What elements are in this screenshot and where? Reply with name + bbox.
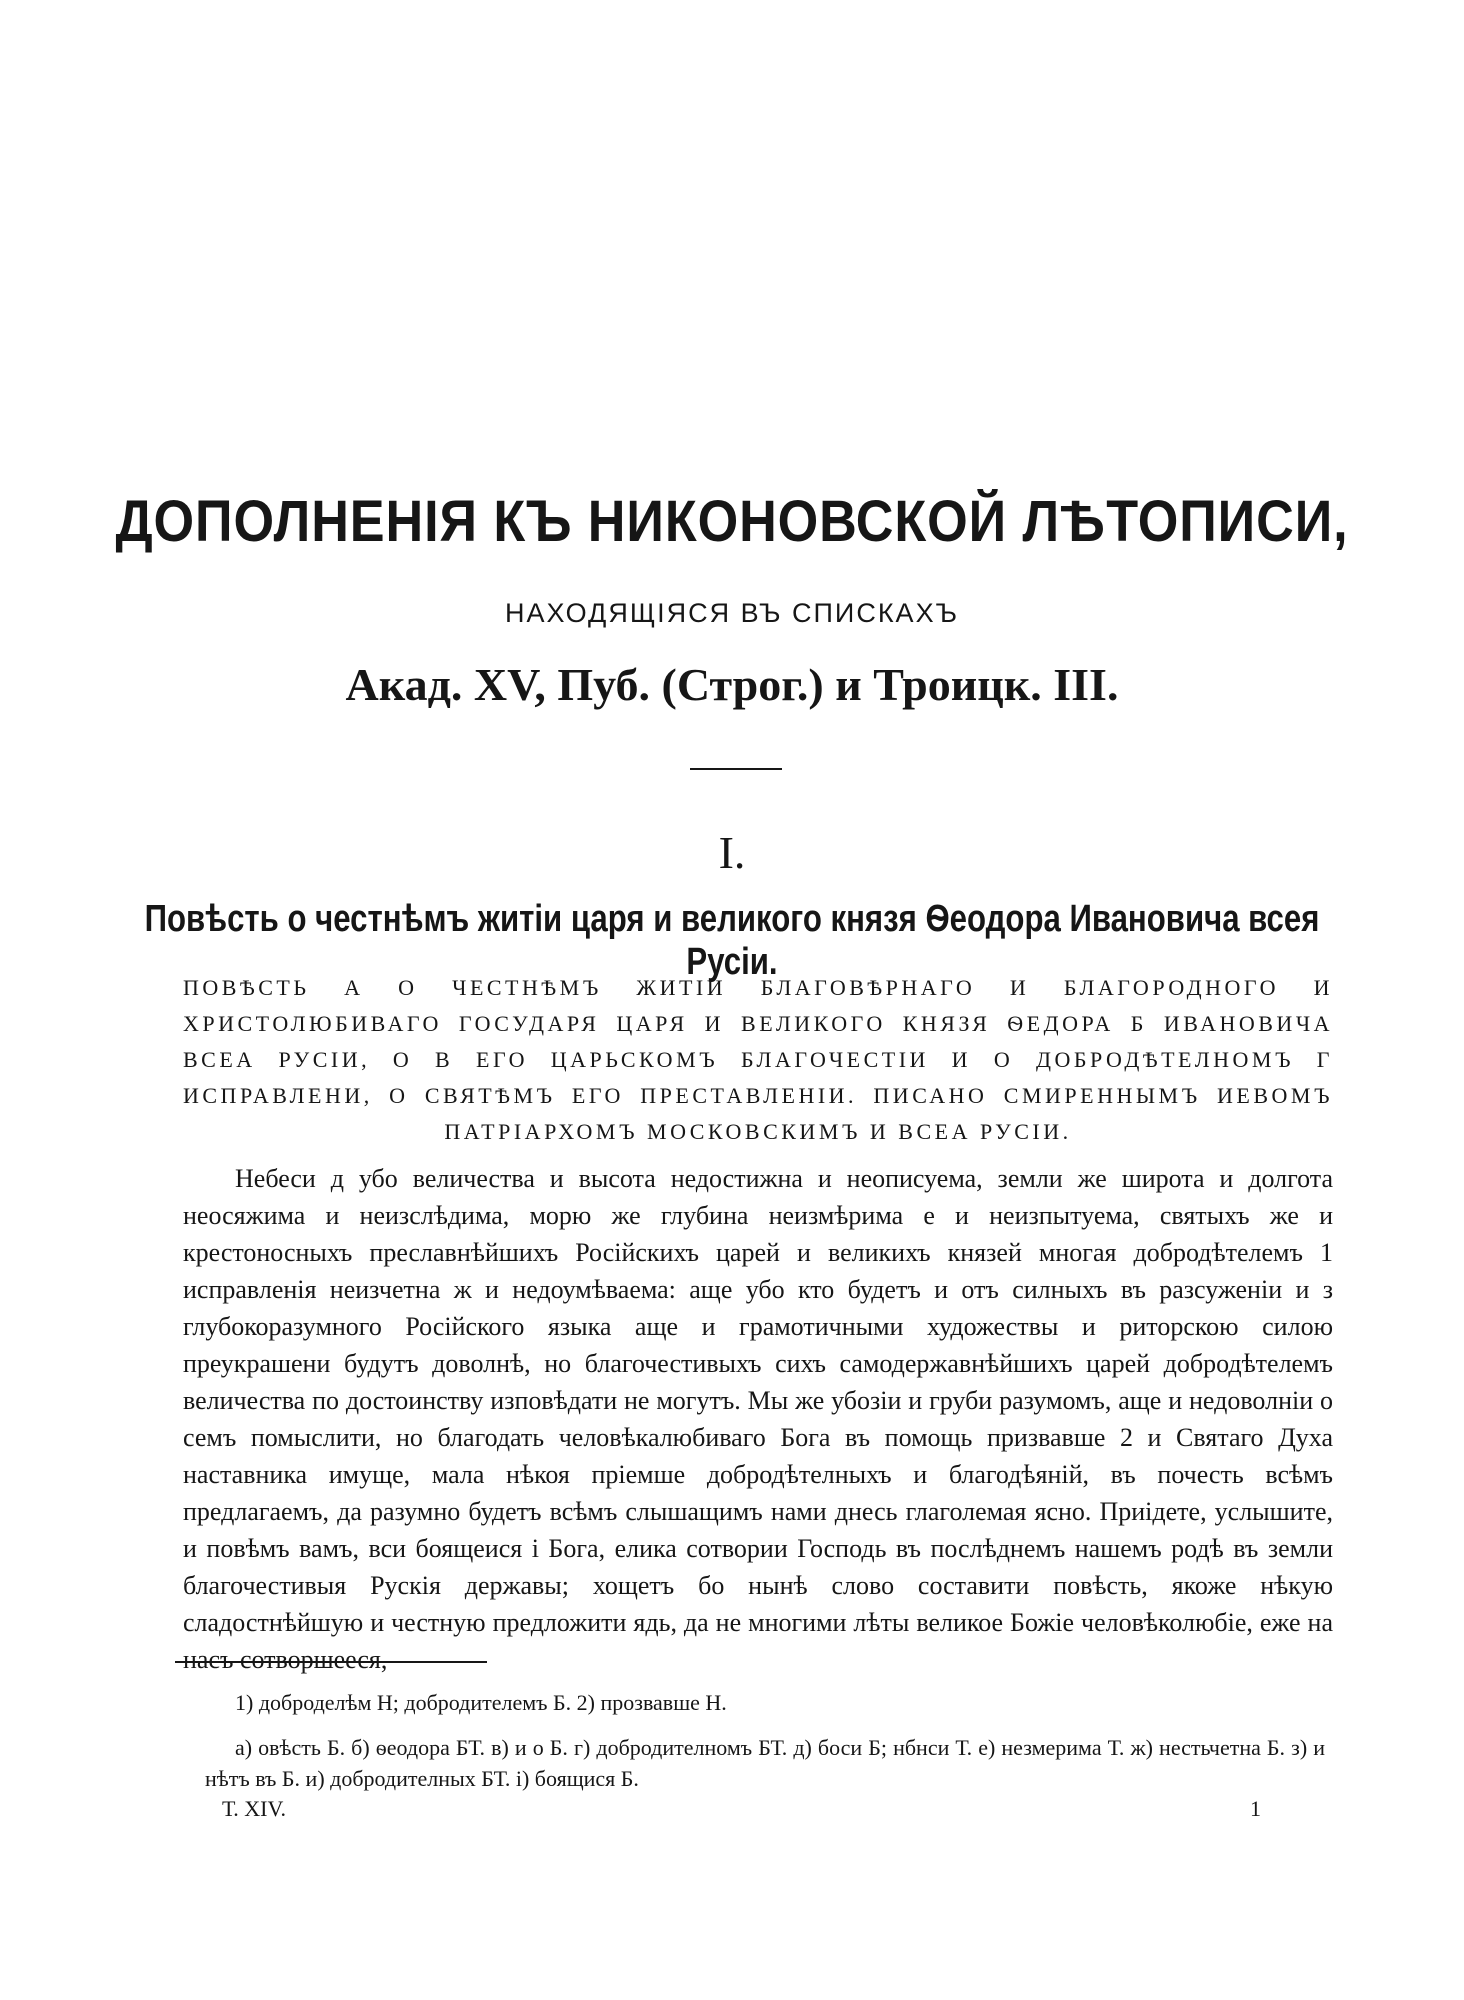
title-divider <box>690 768 782 770</box>
footnotes-lettered: а) овѣсть Б. б) ѳеодора БТ. в) и о Б. г) добродителномъ БТ. д) боси Б; нбнси Т. е) незмерима Т. ж) нестьчетна Б. з) и нѣтъ въ Б. и) добродителных БТ. і) боящися Б. <box>205 1735 1325 1791</box>
story-heading: ПОВѢСТЬ А О ЧЕСТНѢМЪ ЖИТІИ БЛАГОВѢРНАГО И БЛАГОРОДНОГО И ХРИСТОЛЮБИВАГО ГОСУДАРЯ ЦАРЯ И ВЕЛИКОГО КНЯЗЯ ѲЕДОРА Б ИВАНОВИЧА ВСЕА РУСІИ, О В ЕГО ЦАРЬСКОМЪ БЛАГОЧЕСТІИ И О ДОБРОДѢТЕЛНОМЪ Г ИСПРАВЛЕНИ, О СВЯТѢМЪ ЕГО ПРЕСТАВЛЕНІИ. ПИСАНО СМИРЕННЫМЪ ИЕВОМЪ ПАТРІАРХОМЪ МОСКОВСКИМЪ И ВСЕА РУСІИ. <box>183 975 1333 1144</box>
footnote-divider <box>175 1661 487 1663</box>
story-title: Повѣсть о честнѣмъ житіи царя и великого князя Ѳеодора Ивановича всея Русіи. <box>144 898 1320 983</box>
manuscripts-line: Акад. XV, Пуб. (Строг.) и Троицк. III. <box>345 659 1119 710</box>
section-number: I. <box>718 827 746 878</box>
page-number: 1 <box>1250 1796 1261 1821</box>
main-title: ДОПОЛНЕНІЯ КЪ НИКОНОВСКОЙ ЛѢТОПИСИ, <box>115 489 1349 554</box>
body-paragraph: Небеси д убо величества и высота недостижна и неописуема, земли же широта и долгота неосяжима и неизслѣдима, морю же глубина неизмѣрима е и неизпытуема, святыхъ же и крестоносныхъ преславнѣйшихъ Російскихъ царей и великихъ князей многая добродѣтелемъ 1 исправленія неизчетна ж и недоумѣваема: аще убо кто будетъ и отъ силныхъ въ разсуженіи и з глубокоразумного Російского языка аще и грамотичными художествы и риторскою силою преукрашени будутъ доволнѣ, но благочестивыхъ сихъ самодержавнѣйшихъ царей добродѣтелемъ величества по достоинству изповѣдати не могутъ. Мы же убозіи и груби разумомъ, аще и недоволніи о семъ помыслити, но благодать человѣкалюбиваго Бога въ помощь призвавше 2 и Святаго Духа наставника имуще, мала нѣкоя пріемше добродѣтелныхъ и благодѣяній, въ почесть всѣмъ предлагаемъ, да разумно будетъ всѣмъ слышащимъ нами днесь глаголемая ясно. Приідете, услышите, и повѣмъ вамъ, вси боящеися і Бога, елика сотвории Господь въ послѣднемъ нашемъ родѣ въ земли благочестивыя Рускія державы; хощетъ бо нынѣ слово составити повѣсть, якоже нѣкую сладостнѣйшую и честную предложити ядь, да не многими лѣты великое Божіе человѣколюбіе, еже на насъ сотворшееся, <box>183 1164 1333 1674</box>
volume-label: Т. XIV. <box>222 1796 287 1821</box>
footnotes-numbered: 1) доброделѣм Н; добродителемъ Б. 2) прозвавше Н. <box>235 1690 727 1715</box>
subtitle: НАХОДЯЩІЯСЯ ВЪ СПИСКАХЪ <box>505 598 959 628</box>
